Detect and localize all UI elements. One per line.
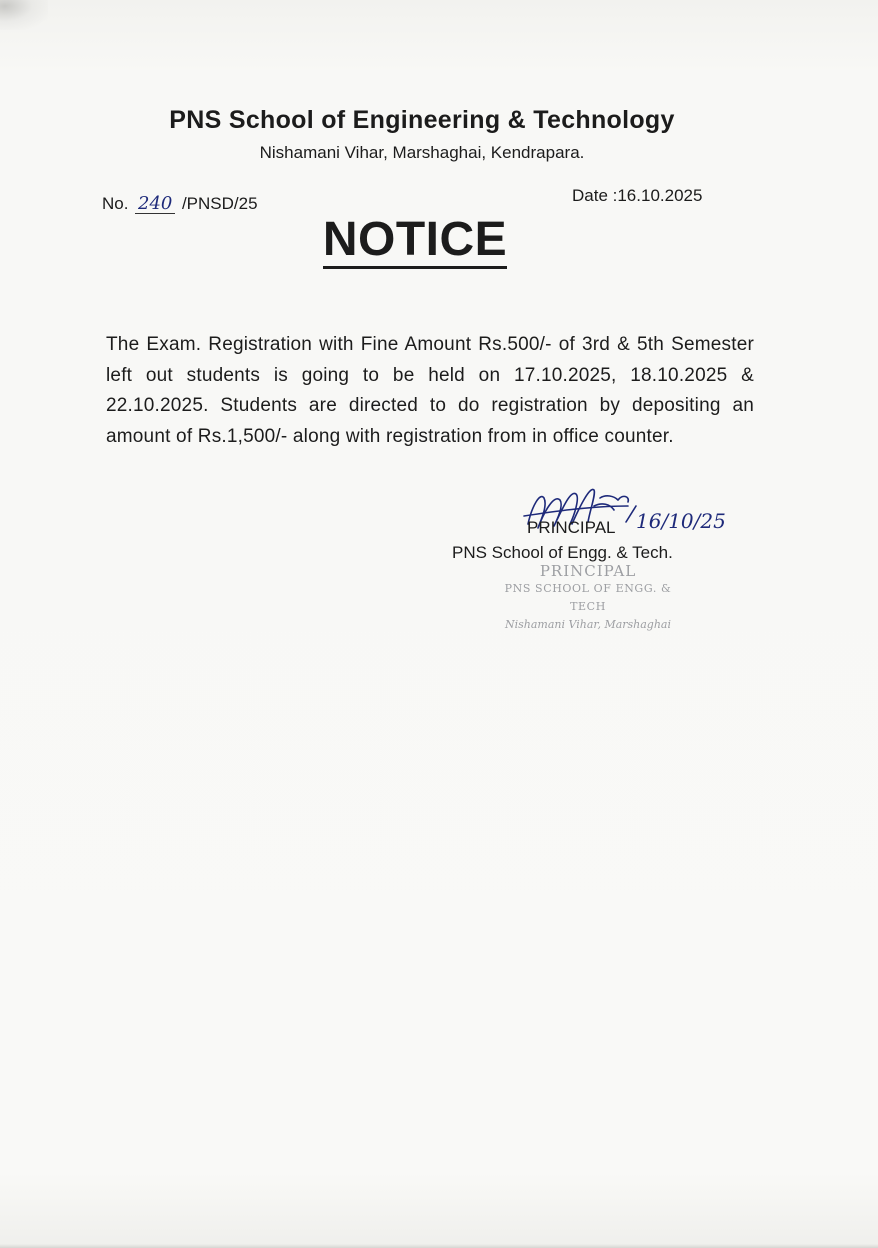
stamp-school: PNS SCHOOL OF ENGG. & TECH — [504, 582, 672, 613]
school-address: Nishamani Vihar, Marshaghai, Kendrapara. — [259, 143, 585, 162]
notice-title — [0, 212, 830, 267]
notice-title-text: NOTICE — [323, 213, 507, 269]
stamp-title: PRINCIPAL — [539, 562, 637, 580]
notice-body: The Exam. Registration with Fine Amount Rs.500/- of 3rd & 5th Semester left out students is going to be held on 17.10.2025, 18.10.2025 & 22.10.2025. Students are directed to do registration by depositing an amount of Rs.1,500/- along with registration from in office counter. — [106, 334, 754, 447]
paper-smudge — [0, 0, 48, 30]
official-stamp — [488, 562, 688, 634]
paper-bottom-edge — [0, 1244, 878, 1248]
reference-handwritten-number: 240 — [135, 195, 175, 214]
reference-number — [102, 194, 258, 214]
signatory-institution: PNS School of Engg. & Tech. — [452, 543, 673, 562]
principal-designation: PRINCIPAL — [527, 518, 616, 537]
reference-prefix: No. — [102, 194, 129, 213]
signature-handwritten-date: 16/10/25 — [636, 509, 726, 533]
reference-suffix: /PNSD/25 — [181, 194, 258, 213]
stamp-address: Nishamani Vihar, Marshaghai — [504, 618, 672, 631]
notice-date: Date :16.10.2025 — [572, 186, 703, 205]
school-name: PNS School of Engineering & Technology — [169, 106, 675, 134]
